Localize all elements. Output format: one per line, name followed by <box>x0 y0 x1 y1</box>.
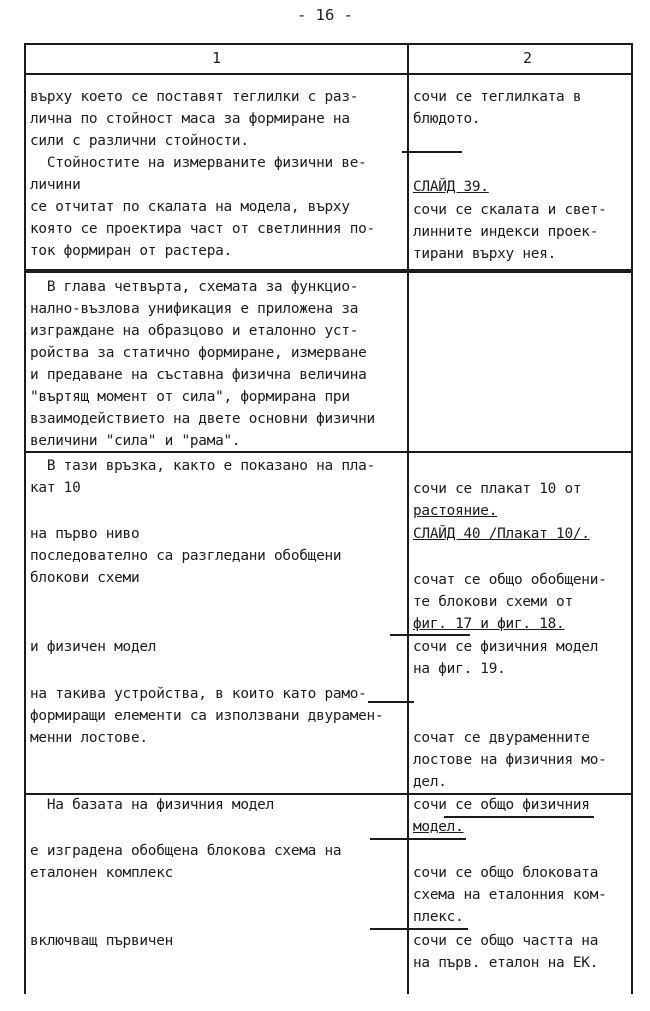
slide-40-label: СЛАЙД 40 /Плакат 10/. <box>413 526 590 542</box>
col1-line: блокови схеми <box>30 570 140 586</box>
col1-line: менни лостове. <box>30 730 148 746</box>
col2-line: лостове на физичния мо- <box>413 752 607 768</box>
col1-line: лична по стойност маса за формиране на <box>30 111 350 127</box>
col2-line: сочи се общо блоковата <box>413 865 599 881</box>
cue-mark <box>402 151 462 153</box>
col1-line: сили с различни стойности. <box>30 133 249 149</box>
col2-line: сочи се общо физичния <box>413 797 590 813</box>
col2-line: тирани върху нея. <box>413 246 557 262</box>
col2-line: модел. <box>413 819 464 835</box>
col2-line: сочи се общо частта на <box>413 933 599 949</box>
col1-line: формиращи елементи са използвани двурамен- <box>30 708 384 724</box>
table-right-border <box>631 43 633 994</box>
col1-line: и предаване на съставна физична величина <box>30 367 367 383</box>
col1-line: се отчитат по скалата на модела, върху <box>30 199 350 215</box>
col2-line: линните индекси проек- <box>413 224 599 240</box>
page-number: - 16 - <box>297 6 353 24</box>
col1-line: величини "сила" и "рама". <box>30 433 241 449</box>
col1-line: на първо ниво <box>30 526 140 542</box>
cue-mark <box>370 838 466 840</box>
col1-line: нално-възлова унификация е приложена за <box>30 301 359 317</box>
col1-line: кат 10 <box>30 480 81 496</box>
cue-mark <box>370 928 468 930</box>
col1-line: ток формиран от растера. <box>30 243 232 259</box>
col2-line: сочи се физичния модел <box>413 639 599 655</box>
cue-mark <box>444 816 594 818</box>
col2-line: дел. <box>413 774 447 790</box>
column-header-2: 2 <box>523 49 533 67</box>
cue-mark <box>390 634 470 636</box>
col1-line: изграждане на образцово и еталонно уст- <box>30 323 359 339</box>
column-divider <box>407 43 409 994</box>
col1-line: върху което се поставят теглилки с раз- <box>30 89 359 105</box>
table-top-border <box>24 43 633 45</box>
col1-line: В тази връзка, както е показано на пла- <box>30 458 375 474</box>
col1-line: взаимодействието на двете основни физични <box>30 411 375 427</box>
col1-line: В глава четвърта, схемата за функцио- <box>30 279 359 295</box>
col2-line: сочат се общо обобщени- <box>413 572 607 588</box>
col1-line: включващ първичен <box>30 933 174 949</box>
col1-line: ройства за статично формиране, измерване <box>30 345 367 361</box>
col2-line: растояние. <box>413 503 498 519</box>
cue-mark <box>368 701 414 703</box>
table-frame <box>24 43 633 994</box>
col2-line: сочи се скалата и свет- <box>413 202 607 218</box>
col1-line: която се проектира част от светлинния по- <box>30 221 375 237</box>
header-separator <box>24 73 633 75</box>
col1-line: "въртящ момент от сила", формирана при <box>30 389 350 405</box>
col1-line: е изградена обобщена блокова схема на <box>30 843 342 859</box>
col1-line: На базата на физичния модел <box>30 797 275 813</box>
col2-line: плекс. <box>413 909 464 925</box>
col2-line: сочи се теглилката в <box>413 89 582 105</box>
col2-line: сочат се двураменните <box>413 730 590 746</box>
col2-line: те блокови схеми от <box>413 594 573 610</box>
col1-line: на такива устройства, в които като рамо- <box>30 686 367 702</box>
row-separator-thick <box>24 269 633 273</box>
column-header-1: 1 <box>212 49 222 67</box>
col1-line: и физичен модел <box>30 639 157 655</box>
col2-line: блюдото. <box>413 111 481 127</box>
col2-line: фиг. 17 и фиг. 18. <box>413 616 565 632</box>
col2-line: сочи се плакат 10 от <box>413 481 582 497</box>
col2-line: схема на еталонния ком- <box>413 887 607 903</box>
table-left-border <box>24 43 26 994</box>
col1-line: личини <box>30 177 81 193</box>
col2-line: на фиг. 19. <box>413 661 506 677</box>
col1-line: еталонен комплекс <box>30 865 174 881</box>
col2-line: на първ. еталон на ЕК. <box>413 955 599 971</box>
slide-39-label: СЛАЙД 39. <box>413 179 489 195</box>
col1-line: последователно са разгледани обобщени <box>30 548 342 564</box>
col1-line: Стойностите на измерваните физични ве- <box>30 155 367 171</box>
